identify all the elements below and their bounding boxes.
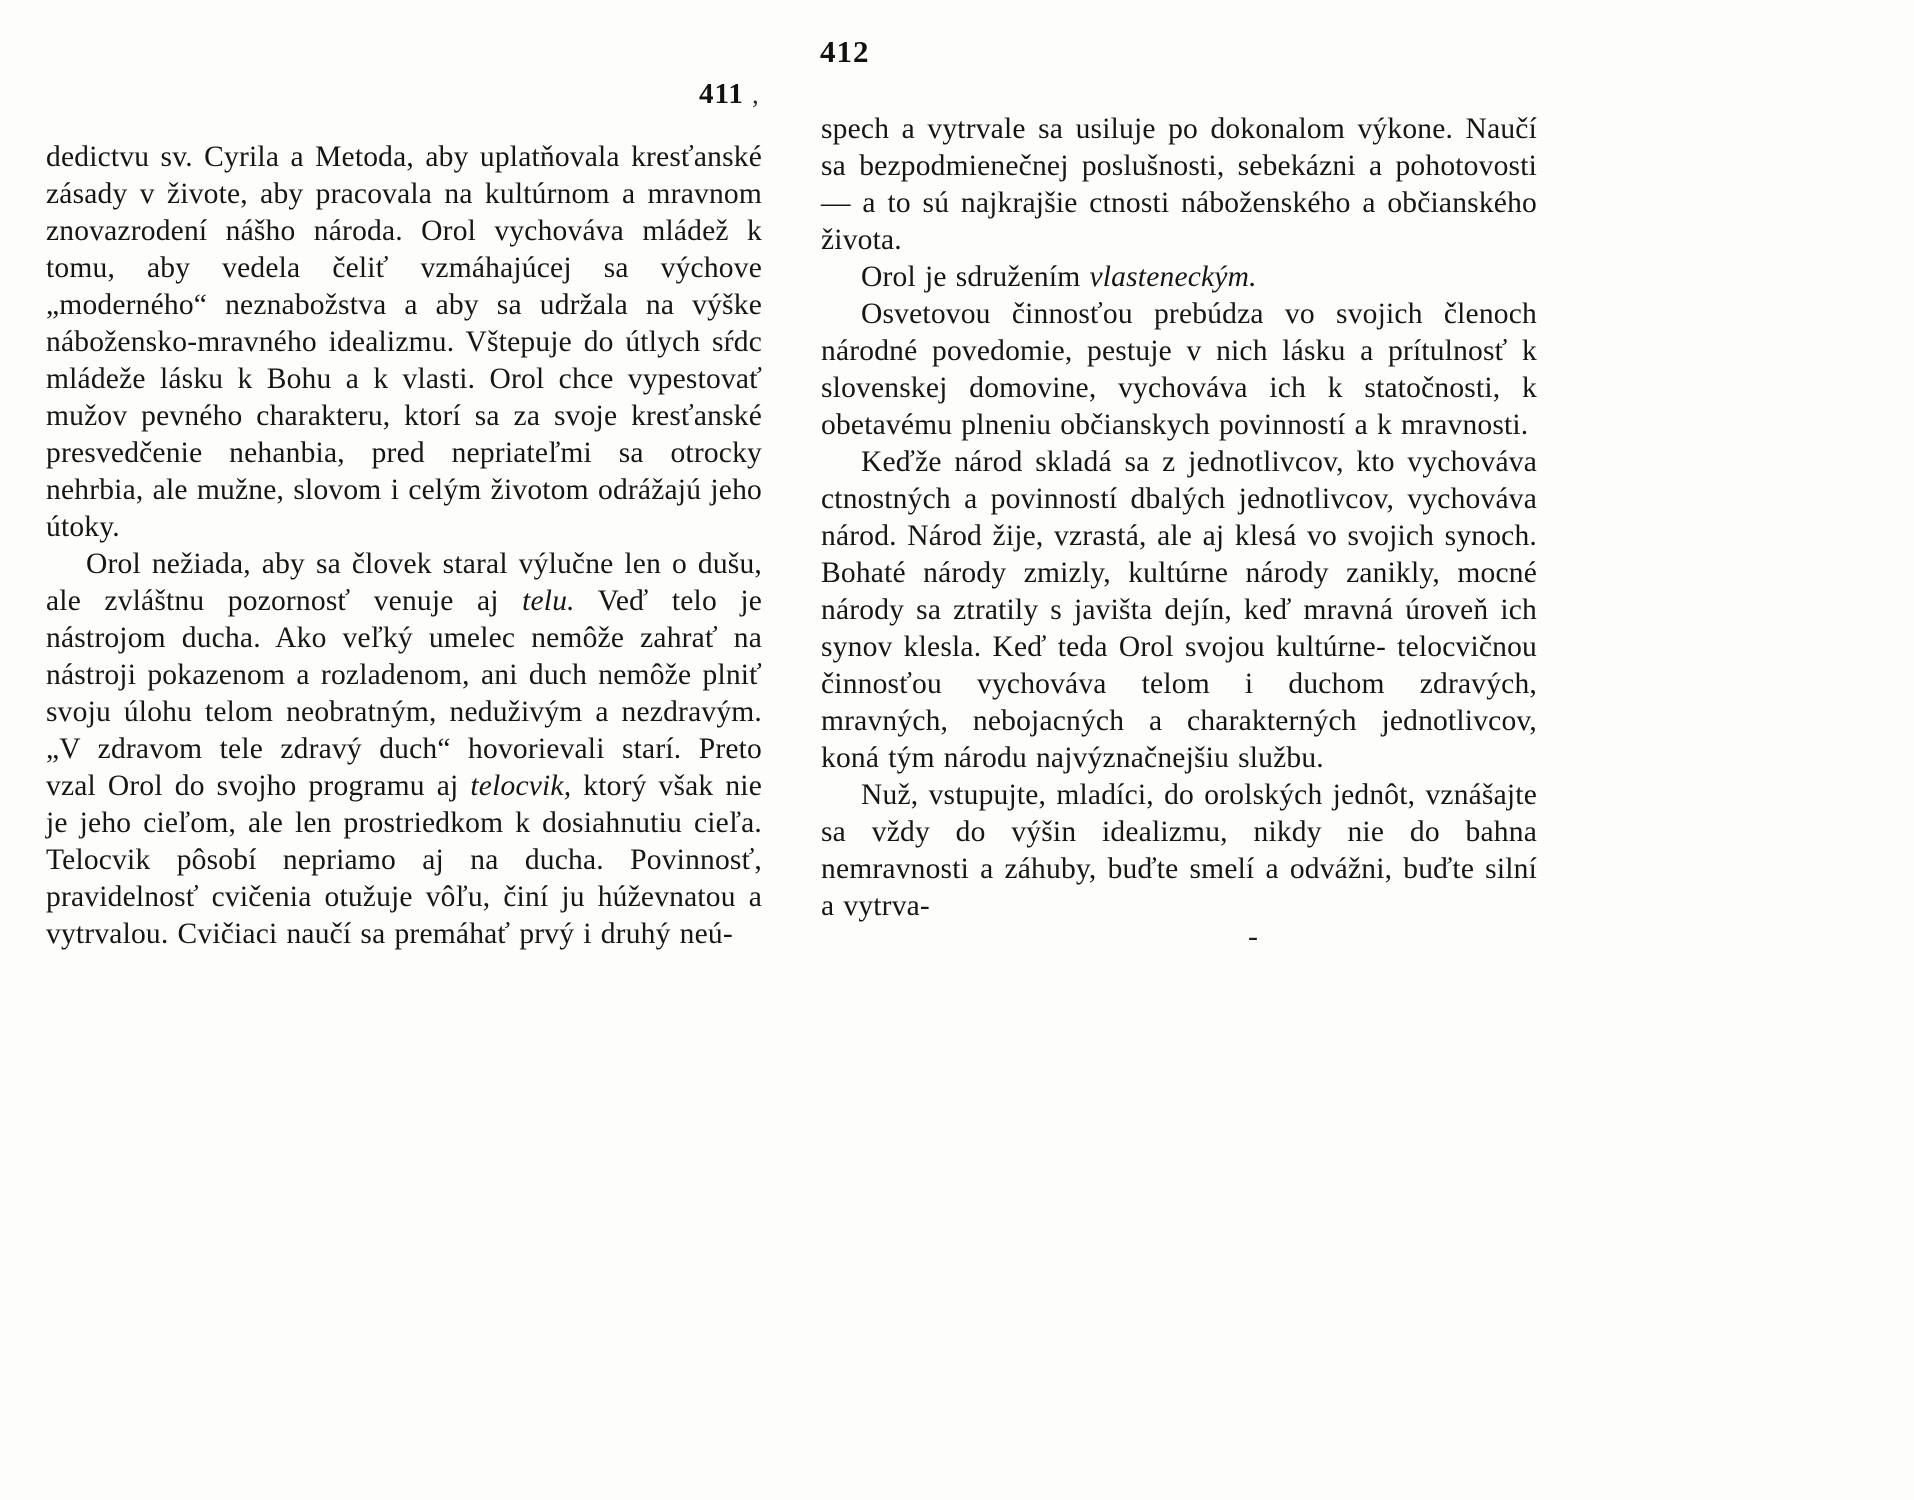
text-run: dedictvu sv. Cyrila a Metoda, aby uplatňovala kresťanské zásady v živote, aby pracovala na kultúrnom a mravnom znovazrodení nášho národa. Orol vychováva mládež k tomu, aby vedela čeliť vzmáhajúcej sa výchove „moderného“ neznabožstva a aby sa udržala na výške nábožensko-mravného idealizmu. Vštepuje do útlych sŕdc mládeže lásku k Bohu a k vlasti. Orol chce vypestovať mužov pevného charakteru, ktorí sa za svoje kresťanské presvedčenie nehanbia, pred nepriateľmi sa otrocky nehrbia, ale mužne, slovom i celým životom odrážajú jeho útoky. [46, 141, 762, 543]
page-number-411 [699, 78, 760, 111]
paragraph [821, 296, 1537, 444]
text-run: spech a vytrvale sa usiluje po dokonalom výkone. Naučí sa bezpodmienečnej poslušnosti, sebekázni a pohotovosti — a to sú najkrajšie ctnosti náboženského a občianského života. [821, 113, 1537, 256]
print-artifact-comma: , [752, 80, 760, 109]
paragraph [821, 777, 1537, 925]
paragraph [821, 444, 1537, 777]
paragraph [821, 111, 1537, 259]
text-run: Orol nežiada, aby sa človek staral výlučne len o dušu, ale zvláštnu pozornosť venuje aj [46, 548, 762, 617]
print-artifact-dash: - [1248, 920, 1258, 953]
paragraph [821, 259, 1537, 296]
page-number-411-text: 411 [699, 78, 744, 110]
text-run: Keďže národ skladá sa z jednotlivcov, kto vychováva ctnostných a povinností dbalých jednotlivcov, vychováva národ. Národ žije, vzrastá, ale aj klesá vo svojich synoch. Bohaté národy zmizly, kultúrne národy zanikly, mocné národy sa ztratily s javišta dejín, keď mravná úroveň ich synov klesla. Keď teda Orol svojou kultúrne- telocvičnou činnosťou vychováva telom i duchom zdravých, mravných, nebojacných a charakterných jednotlivcov, koná tým národu najvýznačnejšiu službu. [821, 446, 1537, 774]
italic-text-run: vlasteneckým. [1089, 261, 1257, 293]
page-number-412: 412 [820, 34, 870, 69]
text-run: Veď telo je nástrojom ducha. Ako veľký umelec nemôže zahrať na nástroji pokazenom a rozladenom, ani duch nemôže plniť svoju úlohu telom neobratným, neduživým a nezdravým. „V zdravom tele zdravý duch“ hovorievali starí. Preto vzal Orol do svojho programu aj [46, 585, 763, 802]
italic-text-run: telu. [522, 585, 575, 617]
paragraph [46, 546, 762, 953]
text-run: Orol je sdružením [861, 261, 1090, 293]
italic-text-run: telocvik, [470, 770, 572, 802]
right-page-text-column [821, 111, 1537, 925]
left-page-text-column [46, 139, 762, 953]
text-run: Osvetovou činnosťou prebúdza vo svojich členoch národné povedomie, pestuje v nich lásku a prítulnosť k slovenskej domovine, vychováva ich k statočnosti, k obetavému plneniu občianskych povinností a k mravnosti. [821, 298, 1537, 441]
paragraph [46, 139, 762, 546]
text-run: Nuž, vstupujte, mladíci, do orolských jednôt, vznášajte sa vždy do výšin idealizmu, nikdy nie do bahna nemravnosti a záhuby, buďte smelí a odvážni, buďte silní a vytrva- [821, 779, 1537, 922]
text-run: ktorý však nie je jeho cieľom, ale len prostriedkom k dosiahnutiu cieľa. Telocvik pôsobí nepriamo aj na ducha. Povinnosť, pravidelnosť cvičenia otužuje vôľu, činí ju húževnatou a vytrvalou. Cvičiaci naučí sa premáhať prvý i druhý neú- [46, 770, 762, 950]
